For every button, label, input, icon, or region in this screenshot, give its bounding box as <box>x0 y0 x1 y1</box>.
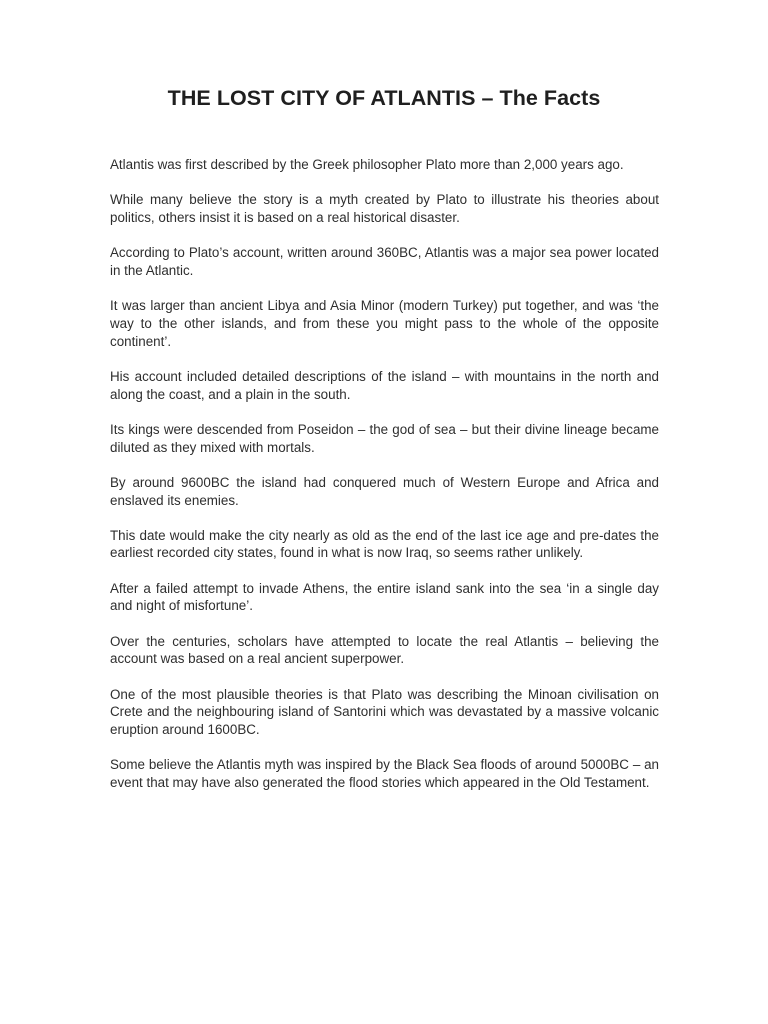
paragraph: According to Plato’s account, written around 360BC, Atlantis was a major sea power located in the Atlantic. <box>110 245 659 278</box>
paragraph: By around 9600BC the island had conquered much of Western Europe and Africa and enslaved its enemies. <box>110 474 659 508</box>
paragraph: Some believe the Atlantis myth was inspired by the Black Sea floods of around 5000BC – an event that may have also generated the flood stories which appeared in the Old Testament. <box>110 757 659 791</box>
paragraph: This date would make the city nearly as old as the end of the last ice age and pre-dates the earliest recorded city states, found in what is now Iraq, so seems rather unlikely. <box>110 527 659 561</box>
paragraph: One of the most plausible theories is that Plato was describing the Minoan civilisation on Crete and the neighbouring island of Santorini which was devastated by a massive volcanic eruption around 1600BC. <box>110 686 659 738</box>
paragraph: After a failed attempt to invade Athens, the entire island sank into the sea ‘in a single day and night of misfortune’. <box>110 580 659 614</box>
paragraph: His account included detailed descriptions of the island – with mountains in the north and along the coast, and a plain in the south. <box>110 368 659 402</box>
paragraph: While many believe the story is a myth created by Plato to illustrate his theories about politics, others insist it is based on a real historical disaster. <box>110 192 659 225</box>
paragraph: Over the centuries, scholars have attempted to locate the real Atlantis – believing the account was based on a real ancient superpower. <box>110 633 659 667</box>
document-body <box>110 156 659 809</box>
paragraph: It was larger than ancient Libya and Asia Minor (modern Turkey) put together, and was ‘the way to the other islands, and from these you might pass to the whole of the opposite continent’. <box>110 298 659 349</box>
paragraph: Its kings were descended from Poseidon – the god of sea – but their divine lineage became diluted as they mixed with mortals. <box>110 421 659 455</box>
paragraph: Atlantis was first described by the Greek philosopher Plato more than 2,000 years ago. <box>110 157 624 172</box>
document-title: THE LOST CITY OF ATLANTIS – The Facts <box>167 86 601 110</box>
